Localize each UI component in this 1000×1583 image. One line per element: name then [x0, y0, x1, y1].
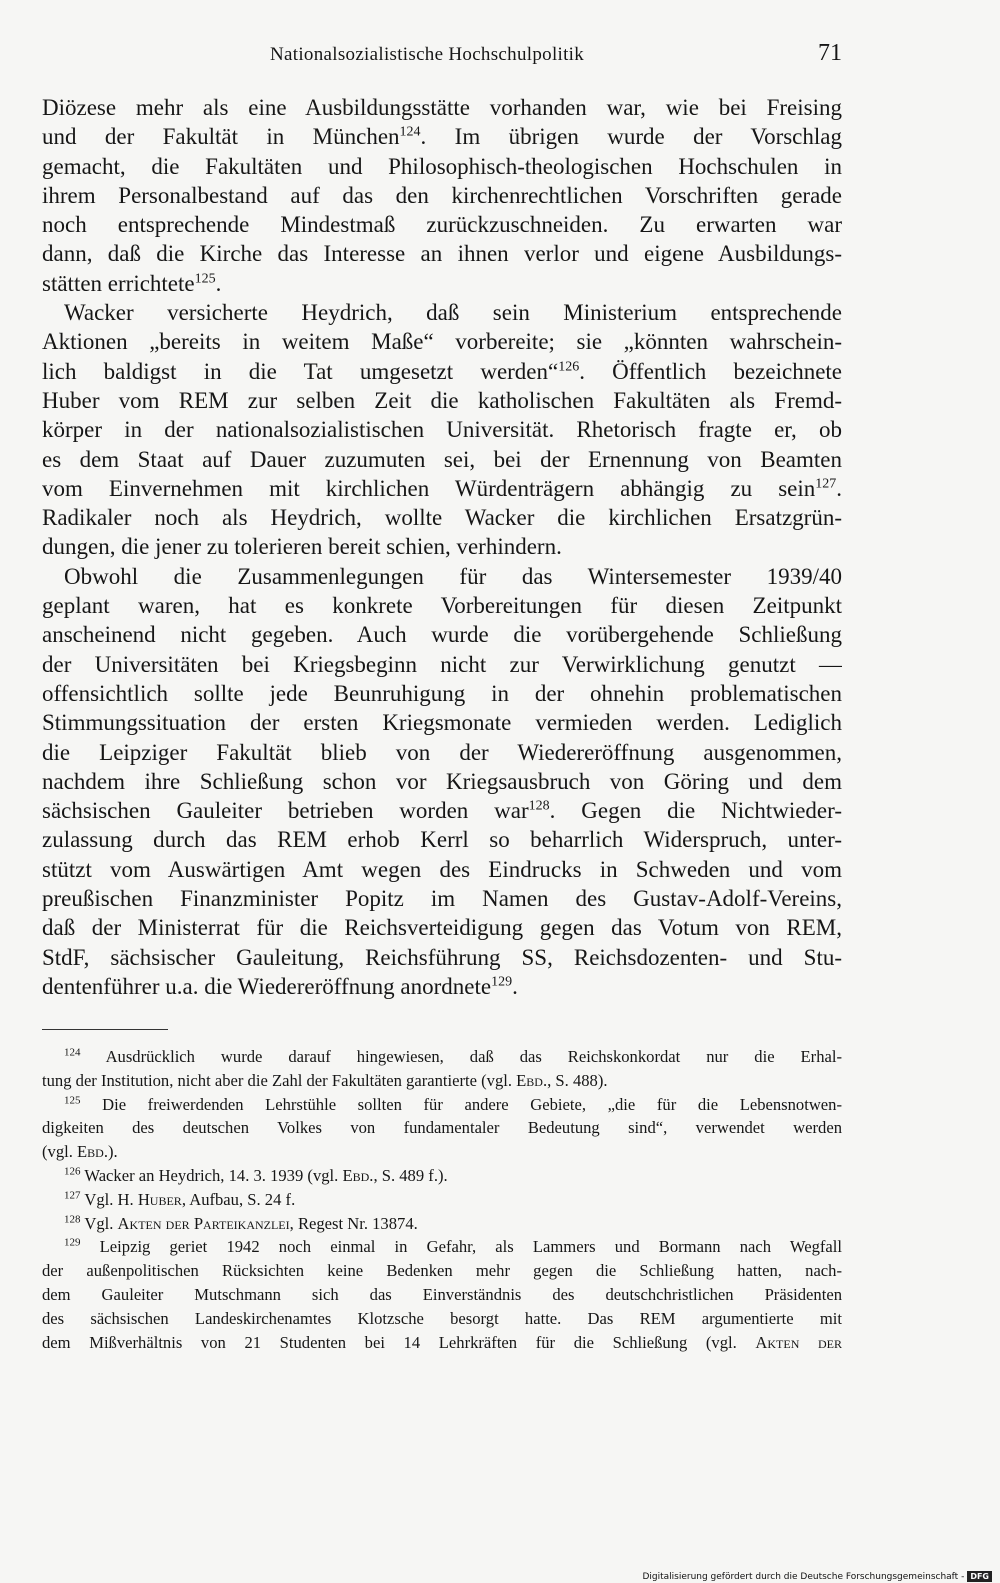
line-text: gemacht, die Fakultäten und Philosophisch-theologischen Hochschulen in	[42, 153, 842, 179]
text-line	[42, 591, 842, 620]
text-line	[42, 122, 842, 151]
line-text: daß der Ministerrat für die Reichsverteidigung gegen das Votum von REM,	[42, 915, 842, 941]
text-line	[42, 269, 842, 298]
footnote-marker: 129	[491, 974, 513, 990]
text-line	[42, 738, 842, 767]
line-text: geplant waren, hat es konkrete Vorbereitungen für diesen Zeitpunkt	[42, 593, 842, 619]
footnote-line	[42, 1188, 842, 1212]
footnote-line	[42, 1212, 842, 1236]
text-line	[42, 181, 842, 210]
text-line	[42, 679, 842, 708]
text-line	[42, 767, 842, 796]
text-line	[42, 562, 842, 591]
text-line	[42, 943, 842, 972]
footnote-number: 124	[64, 1046, 81, 1059]
line-text: vom Einvernehmen mit kirchlichen Würdenträgern abhängig zu sein	[42, 475, 816, 501]
line-text: Diözese mehr als eine Ausbildungsstätte vorhanden war, wie bei Freising	[42, 95, 842, 120]
line-text: der Universitäten bei Kriegsbeginn nicht zur Verwirklichung genutzt —	[42, 651, 842, 677]
footnote-text: (vgl.	[42, 1142, 78, 1162]
page-number: 71	[818, 40, 842, 66]
footnote-text: ).	[108, 1142, 118, 1162]
footnote-marker: 125	[194, 271, 216, 287]
footnote-number: 126	[64, 1165, 81, 1178]
line-text: Radikaler noch als Heydrich, wollte Wacker die kirchlichen Ersatzgrün-	[42, 505, 842, 531]
footnote-line	[42, 1283, 842, 1307]
footnote-number: 129	[64, 1236, 81, 1249]
text-line	[42, 532, 842, 561]
text-line	[42, 972, 842, 1001]
footnote-text: , S. 489 f.).	[373, 1165, 448, 1185]
text-line	[42, 415, 842, 444]
text-line	[42, 650, 842, 679]
citation-smallcaps: Ebd.	[516, 1070, 548, 1090]
line-text: .	[836, 475, 842, 501]
footnote-number: 127	[64, 1189, 81, 1202]
line-text: körper in der nationalsozialistischen Universität. Rhetorisch fragte er, ob	[42, 417, 842, 443]
line-text: dungen, die jener zu tolerieren bereit schien, verhindern.	[42, 534, 562, 560]
footnote-marker: 124	[399, 124, 421, 140]
line-text: Stimmungssituation der ersten Kriegsmonate vermieden werden. Lediglich	[42, 710, 842, 736]
footnote-line	[42, 1307, 842, 1331]
footnote-marker: 127	[815, 476, 837, 492]
footnote-text: digkeiten des deutschen Volkes von fundamentaler Bedeutung sind“, verwendet werden	[42, 1118, 842, 1138]
footnote-line	[42, 1259, 842, 1283]
footnote-text: , Regest Nr. 13874.	[289, 1213, 418, 1233]
text-line	[42, 239, 842, 268]
text-line	[42, 210, 842, 239]
running-header-title: Nationalsozialistische Hochschulpolitik	[270, 44, 585, 65]
footnote-line	[42, 1069, 842, 1093]
text-line	[42, 913, 842, 942]
footnote-line	[42, 1093, 842, 1117]
line-text: ihrem Personalbestand auf das den kirchenrechtlichen Vorschriften gerade	[42, 182, 842, 208]
line-text: lich baldigst in die Tat umgesetzt werden“	[42, 358, 559, 384]
footnote-text: , S. 488).	[547, 1070, 608, 1090]
footnote-text: des sächsischen Landeskirchenamtes Klotzsche besorgt hatte. Das REM argumentierte mit	[42, 1308, 842, 1328]
text-line	[42, 855, 842, 884]
dfg-logo: DFG	[967, 1571, 992, 1582]
text-line	[42, 386, 842, 415]
citation-smallcaps: Akten der Parteikanzlei	[117, 1213, 290, 1233]
footnote-marker: 126	[558, 359, 580, 375]
line-text: preußischen Finanzminister Popitz im Namen des Gustav-Adolf-Vereins,	[42, 886, 842, 912]
text-line	[42, 298, 842, 327]
line-text: Huber vom REM zur selben Zeit die katholischen Fakultäten als Fremd-	[42, 387, 842, 413]
line-text: und der Fakultät in München	[42, 124, 400, 150]
footnote-text: Wacker an Heydrich, 14. 3. 1939 (vgl.	[84, 1165, 343, 1185]
line-text: dann, daß die Kirche das Interesse an ihnen verlor und eigene Ausbildungs-	[42, 241, 842, 267]
text-line	[42, 327, 842, 356]
footnote-text: der außenpolitischen Rücksichten keine Bedenken mehr gegen die Schließung hatten, nach-	[42, 1261, 842, 1281]
text-line	[42, 884, 842, 913]
footnote-line	[42, 1140, 842, 1164]
footnote-line	[42, 1116, 842, 1140]
footnote-number: 125	[64, 1094, 81, 1107]
footer-credit: Digitalisierung gefördert durch die Deutsche Forschungsgemeinschaft -	[642, 1571, 965, 1582]
line-text: . Im übrigen wurde der Vorschlag	[420, 124, 842, 150]
digitization-footer	[600, 1570, 1000, 1583]
line-text: nachdem ihre Schließung schon vor Kriegsausbruch von Göring und dem	[42, 768, 842, 794]
main-text	[42, 93, 842, 1001]
citation-smallcaps: Ebd.	[77, 1142, 108, 1162]
text-line	[42, 620, 842, 649]
footnote-text: Vgl. H.	[84, 1189, 138, 1209]
citation-smallcaps: Akten der	[755, 1332, 842, 1352]
footnote-text: Ausdrücklich wurde darauf hingewiesen, daß das Reichskonkordat nur die Erhal-	[105, 1047, 842, 1066]
line-text: sächsischen Gauleiter betrieben worden war	[42, 798, 529, 824]
footnote-text: Die freiwerdenden Lehrstühle sollten für andere Gebiete, „die für die Lebensnotwen-	[102, 1094, 842, 1114]
footnote-line	[42, 1045, 842, 1069]
line-text: noch entsprechende Mindestmaß zurückzuschneiden. Zu erwarten war	[42, 212, 842, 238]
line-text: Aktionen „bereits in weitem Maße“ vorbereite; sie „könnten wahrschein-	[42, 329, 842, 355]
citation-smallcaps: Huber	[137, 1189, 182, 1209]
line-text: stützt vom Auswärtigen Amt wegen des Eindrucks in Schweden und vom	[42, 856, 842, 882]
line-text: .	[215, 270, 222, 296]
line-text: Obwohl die Zusammenlegungen für das Wintersemester 1939/40	[64, 563, 842, 589]
line-text: offensichtlich sollte jede Beunruhigung in der ohnehin problematischen	[42, 680, 842, 706]
line-text: StdF, sächsischer Gauleitung, Reichsführung SS, Reichsdozenten- und Stu-	[42, 944, 842, 970]
line-text: Wacker versicherte Heydrich, daß sein Ministerium entsprechende	[64, 300, 842, 326]
text-line	[42, 796, 842, 825]
footnote-separator	[42, 1029, 168, 1030]
text-line	[42, 503, 842, 532]
footnote-line	[42, 1235, 842, 1259]
text-line	[42, 825, 842, 854]
footnote-number: 128	[64, 1213, 81, 1226]
line-text: .	[512, 973, 518, 999]
footnote-text: Leipzig geriet 1942 noch einmal in Gefahr, als Lammers und Bormann nach Wegfall	[99, 1237, 842, 1257]
footnote-line	[42, 1164, 842, 1188]
line-text: . Öffentlich bezeichnete	[579, 358, 842, 384]
text-line	[42, 93, 842, 122]
line-text: die Leipziger Fakultät blieb von der Wiedereröffnung ausgenommen,	[42, 739, 842, 765]
line-text: anscheinend nicht gegeben. Auch wurde die vorübergehende Schließung	[42, 622, 842, 648]
footnote-text: dem Mißverhältnis von 21 Studenten bei 14 Lehrkräften für die Schließung (vgl.	[42, 1332, 756, 1352]
text-line	[42, 445, 842, 474]
line-text: es dem Staat auf Dauer zuzumuten sei, bei der Ernennung von Beamten	[42, 446, 842, 472]
text-line	[42, 152, 842, 181]
line-text: dentenführer u.a. die Wiedereröffnung anordnete	[42, 973, 492, 999]
footnote-text: tung der Institution, nicht aber die Zahl der Fakultäten garantierte (vgl.	[42, 1070, 517, 1090]
line-text: zulassung durch das REM erhob Kerrl so beharrlich Widerspruch, unter-	[42, 827, 842, 853]
text-line	[42, 708, 842, 737]
text-line	[42, 357, 842, 386]
footnotes	[42, 1045, 842, 1354]
footnote-text: , Aufbau, S. 24 f.	[181, 1189, 296, 1209]
citation-smallcaps: Ebd.	[342, 1165, 374, 1185]
footnote-text: Vgl.	[84, 1213, 118, 1233]
footnote-text: dem Gauleiter Mutschmann sich das Einverständnis des deutschchristlichen Präsidenten	[42, 1284, 842, 1304]
line-text: . Gegen die Nichtwieder-	[549, 798, 842, 824]
footnote-marker: 128	[528, 798, 550, 814]
line-text: stätten errichtete	[42, 270, 195, 296]
footnote-line	[42, 1331, 842, 1355]
text-line	[42, 474, 842, 503]
